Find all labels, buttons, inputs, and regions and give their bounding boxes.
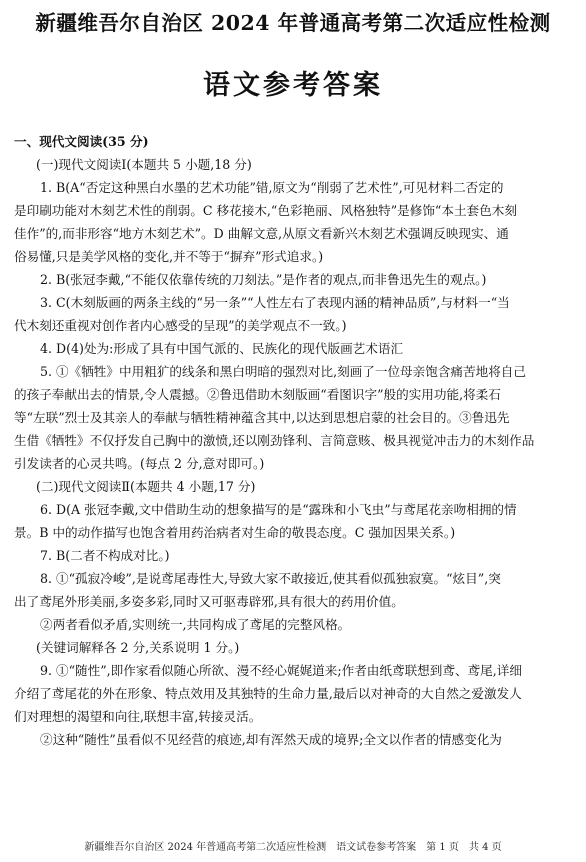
text-line: 代木刻还重视对创作者内心感受的呈现”的美学观点不一致。): [14, 318, 347, 333]
text-line: 1. B(A“否定这种黑白水墨的艺术功能”错,原文为“削弱了艺术性”,可见材料二否定的: [40, 180, 504, 195]
text-line: 们对理想的渴望和向往,联想丰富,转接灵活。: [14, 709, 262, 724]
text-line: 等“左联”烈士及其亲人的奉献与牺牲精神蕴含其中,以达到思想启蒙的社会目的。③鲁迅先: [14, 410, 510, 425]
text-line: 9. ①“随性”,即作家看似随心所欲、漫不经心娓娓道来;作者由纸鸢联想到鸢、鸢尾,详细: [40, 663, 522, 678]
text-line: 的孩子奉献出去的情景,令人震撼。②鲁迅借助木刻版画“看图识字”般的实用功能,将柔石: [14, 387, 501, 402]
text-line: 出了鸢尾外形美丽,多姿多彩,同时又可驱毒辟邪,具有很大的药用价值。: [14, 594, 404, 609]
text-line: 2. B(张冠李戴,“不能仅依靠传统的刀刻法。”是作者的观点,而非鲁迅先生的观点。): [40, 272, 487, 287]
text-line: 6. D(A 张冠李戴,文中借助生动的想象描写的是“露珠和小飞虫”与鸢尾花亲吻相拥的情: [40, 502, 517, 517]
text-line: 一、现代文阅读(35 分): [14, 134, 149, 149]
text-line: 俗易懂,只是美学风格的变化,并不等于“摒弃”形式追求。): [14, 249, 324, 264]
text-line: 佳作”的,而非形容“地方木刻艺术”。D 曲解文意,从原文看新兴木刻艺术强调反映现实、通: [14, 226, 509, 241]
text-line: 生借《牺牲》不仅抒发自己胸中的激愤,还以刚劲锋利、言简意赅、极具视觉冲击力的木刻作品: [14, 433, 535, 448]
text-line: (二)现代文阅读Ⅱ(本题共 4 小题,17 分): [36, 479, 256, 494]
exam-title: 新疆维吾尔自治区 2024 年普通高考第二次适应性检测: [35, 11, 551, 35]
text-line: 引发读者的心灵共鸣。(每点 2 分,意对即可。): [14, 456, 265, 471]
text-line: 3. C(木刻版画的两条主线的“另一条”“人性左右了表现内涵的精神品质”,与材料一“当: [40, 295, 510, 310]
answer-body: [14, 130, 576, 751]
text-line: 8. ①“孤寂冷峻”,是说鸢尾毒性大,导致大家不敢接近,使其看似孤独寂寞。“炫目”,突: [40, 571, 501, 586]
text-line: (一)现代文阅读Ⅰ(本题共 5 小题,18 分): [36, 157, 252, 172]
text-line: ②两者看似矛盾,实则统一,共同构成了鸢尾的完整风格。: [40, 617, 351, 632]
document-title: 语文参考答案: [203, 70, 383, 101]
text-line: 景。B 中的动作描写也饱含着用药治病者对生命的敬畏态度。C 强加因果关系。): [14, 525, 456, 540]
text-line: 是印刷功能对木刻艺术性的削弱。C 移花接木,“色彩艳丽、风格独特”是修饰“本土套色木刻: [14, 203, 517, 218]
text-line: 7. B(二者不构成对比。): [40, 548, 170, 563]
text-line: (关键词解释各 2 分,关系说明 1 分。): [36, 640, 240, 655]
text-line: 5. ①《牺牲》中用粗犷的线条和黑白明暗的强烈对比,刻画了一位母亲饱含痛苦地将自己: [40, 364, 526, 379]
page-footer: 新疆维吾尔自治区 2024 年普通高考第二次适应性检测 语文试卷参考答案 第 1 页 共 4 页: [84, 842, 502, 853]
text-line: ②这种“随性”虽看似不见经营的痕迹,却有浑然天成的境界;全文以作者的情感变化为: [40, 732, 502, 747]
text-line: 介绍了鸢尾花的外在形象、特点效用及其独特的生命力量,最后以对神奇的大自然之爱激发人: [14, 686, 522, 701]
text-line: 4. D(4)处为:形成了具有中国气派的、民族化的现代版画艺术语汇: [40, 341, 404, 356]
